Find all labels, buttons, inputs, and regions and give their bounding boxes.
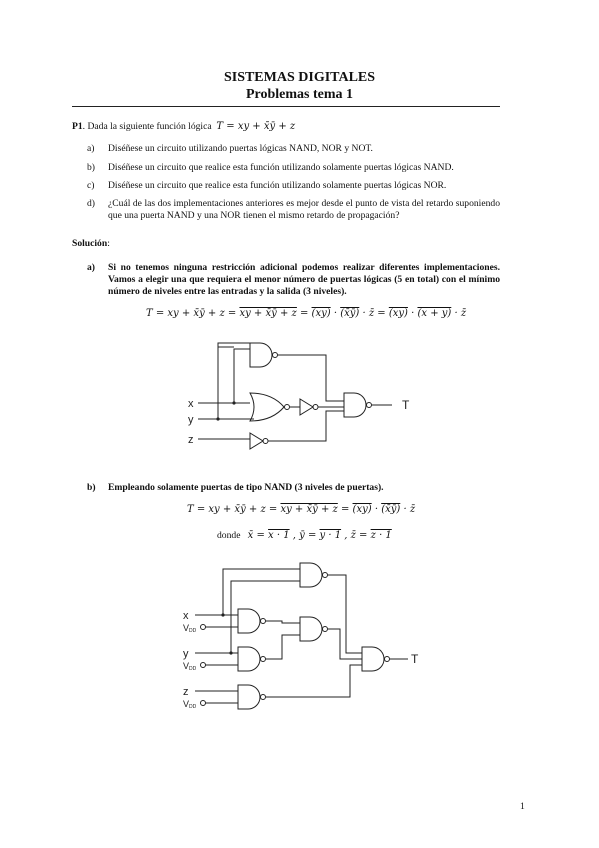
donde-label: donde xyxy=(217,530,241,541)
circuit-b-diagram xyxy=(175,555,435,725)
circuit-a-label-y: y xyxy=(188,414,194,426)
part-b-letter: b) xyxy=(87,482,96,493)
nand-gate-1 xyxy=(250,343,272,367)
document-subtitle: Problemas tema 1 xyxy=(245,87,354,102)
solution-colon: : xyxy=(107,238,110,249)
nand-gate-b-mid xyxy=(300,617,322,641)
part-a-text: Si no tenemos ninguna restricción adicional podemos realizar diferentes implementaciones. Vamos a elegir una que requiera el menor número de puertas lógicas (5 en total) con el mínimo número de niveles entre las entradas y la salida (3 niveles). xyxy=(108,262,500,297)
item-c-text: Diséñese un circuito que realice esta función utilizando solamente puertas lógicas NOR. xyxy=(108,180,447,191)
nand-gate-b-final xyxy=(362,647,384,671)
circuit-a-label-x: x xyxy=(188,398,194,410)
circuit-b-label-out: T xyxy=(411,652,419,666)
circuit-b-label-x: x xyxy=(183,610,189,622)
problem-label: P1 xyxy=(72,121,83,132)
item-c-letter: c) xyxy=(87,180,95,191)
nand-gate-b-x xyxy=(238,609,260,633)
circuit-b-label-y: y xyxy=(183,648,189,660)
circuit-b-vdd-3: VDD xyxy=(183,699,197,710)
not-gate-1 xyxy=(300,399,313,415)
circuit-a-label-out: T xyxy=(402,398,410,412)
item-a-letter: a) xyxy=(87,143,95,154)
item-d-text: ¿Cuál de las dos implementaciones anteriores es mejor desde el punto de vista del retardo suponiendo que una puerta NAND y una NOR tienen el mismo retardo de propagación? xyxy=(108,198,500,221)
item-a-text: Diséñese un circuito utilizando puertas lógicas NAND, NOR y NOT. xyxy=(108,143,373,154)
solution-label: Solución xyxy=(72,238,108,249)
problem-function: T = xy + x̄ȳ + z xyxy=(216,121,296,132)
circuit-a-diagram xyxy=(180,335,420,455)
document-title: SISTEMAS DIGITALES xyxy=(223,70,376,85)
problem-intro xyxy=(72,121,295,133)
item-d-letter: d) xyxy=(87,198,95,209)
header-rule xyxy=(72,106,500,107)
nand-gate-1-bubble xyxy=(273,353,278,358)
part-b-donde: donde x̄ = x · 1 , ȳ = y · 1 , z̄ = z · 1 xyxy=(217,530,392,541)
problem-intro-text: . Dada la siguiente función lógica xyxy=(82,121,212,132)
circuit-a-label-z: z xyxy=(188,434,194,446)
page-number: 1 xyxy=(520,801,525,812)
item-b-letter: b) xyxy=(87,162,95,173)
item-b-text: Diséñese un circuito que realice esta función utilizando solamente puertas lógicas NAND. xyxy=(108,162,454,173)
not-gate-2 xyxy=(250,433,263,449)
circuit-b-label-z: z xyxy=(183,686,189,698)
nor-gate xyxy=(250,393,284,421)
nand-gate-b-top xyxy=(300,563,322,587)
nand-gate-b-z xyxy=(238,685,260,709)
part-b-text: Empleando solamente puertas de tipo NAND (3 niveles de puertas). xyxy=(108,482,384,493)
nand-gate-final-bubble xyxy=(367,403,372,408)
part-a-letter: a) xyxy=(87,262,95,273)
nor-gate-bubble xyxy=(285,405,290,410)
part-b-equation: T = xy + x̄ȳ + z = xy + x̄ȳ + z = (xy) · (x̄ȳ) · z̄ xyxy=(187,504,416,515)
circuit-b-vdd-1: VDD xyxy=(183,623,197,634)
nand-gate-b-y xyxy=(238,647,260,671)
solution-heading xyxy=(72,238,110,250)
nand-gate-final xyxy=(344,393,366,417)
circuit-b-vdd-2: VDD xyxy=(183,661,197,672)
part-a-equation: T = xy + x̄ȳ + z = xy + x̄ȳ + z = (xy) · (x̄ȳ) · z̄ = (xy) · (x + y) · z̄ xyxy=(146,308,467,319)
